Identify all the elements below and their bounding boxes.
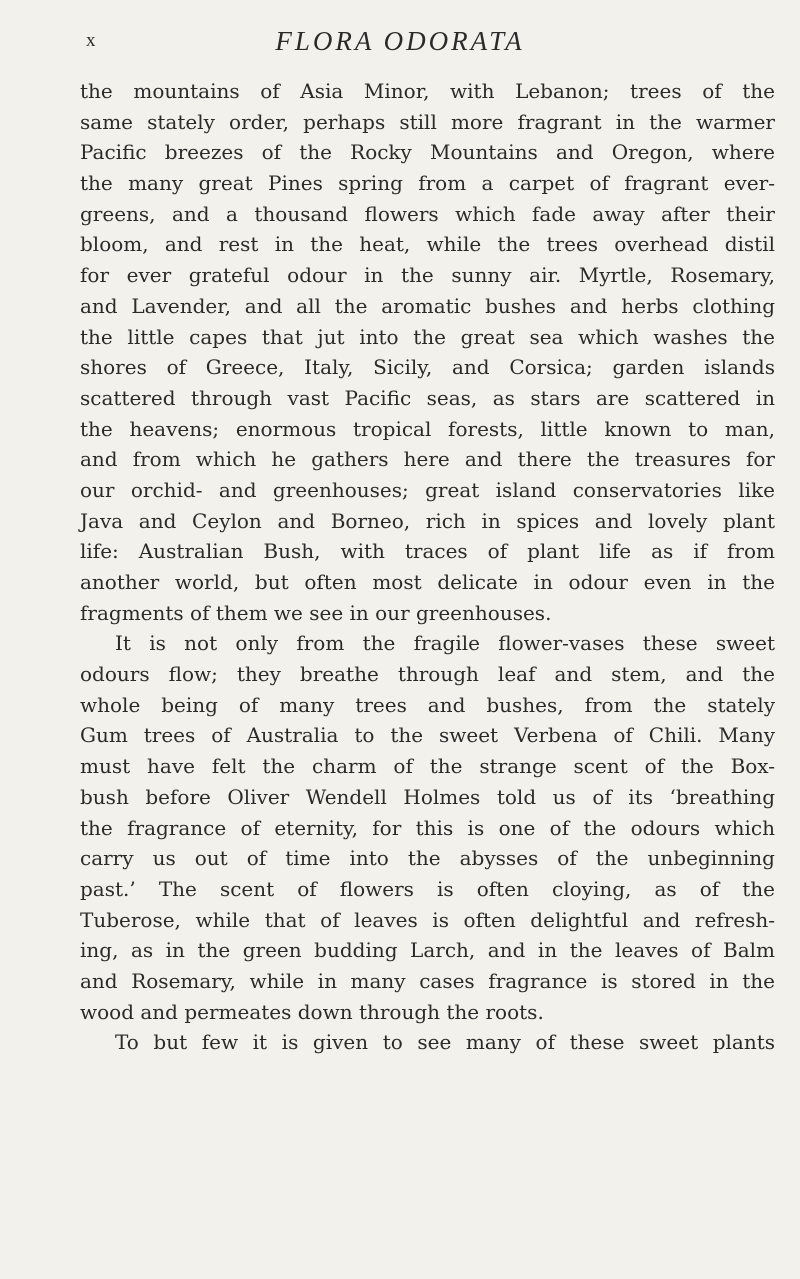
text-line: Java and Ceylon and Borneo, rich in spices and lovely plant <box>80 508 775 533</box>
text-line: whole being of many trees and bushes, from the stately <box>80 692 775 717</box>
text-line: the many great Pines spring from a carpet of fragrant ever- <box>80 171 775 196</box>
text-line: the fragrance of eternity, for this is one of the odours which <box>80 815 775 840</box>
text-line: Pacific breezes of the Rocky Mountains and Oregon, where <box>80 140 775 165</box>
text-line: same stately order, perhaps still more fragrant in the warmer <box>80 109 775 134</box>
text-line: Gum trees of Australia to the sweet Verbena of Chili. Many <box>80 723 775 748</box>
paragraph-end-line: wood and permeates down through the roots. <box>80 999 544 1024</box>
text-line: must have felt the charm of the strange scent of the Box- <box>80 754 775 779</box>
text-line: shores of Greece, Italy, Sicily, and Corsica; garden islands <box>80 355 775 380</box>
body-text <box>80 76 775 1058</box>
text-line: another world, but often most delicate in odour even in the <box>80 570 775 594</box>
running-title: FLORA ODORATA <box>275 26 525 56</box>
text-line: bush before Oliver Wendell Holmes told us of its ‘breathing <box>80 784 775 809</box>
paragraph-start-line: To but few it is given to see many of these sweet plants <box>115 1030 775 1055</box>
text-line: Tuberose, while that of leaves is often delightful and refresh- <box>80 907 775 932</box>
text-line: odours flow; they breathe through leaf and stem, and the <box>80 662 775 687</box>
paragraph-start-line: It is not only from the fragile flower-vases these sweet <box>115 631 775 656</box>
text-line: the heavens; enormous tropical forests, little known to man, <box>80 416 775 441</box>
text-line: the mountains of Asia Minor, with Lebanon; trees of the <box>80 79 775 103</box>
paragraph-end-line: fragments of them we see in our greenhouses. <box>80 600 552 625</box>
text-line: carry us out of time into the abysses of the unbeginning <box>80 846 775 871</box>
text-line: our orchid- and greenhouses; great island conservatories like <box>80 477 775 502</box>
text-line: and Lavender, and all the aromatic bushes and herbs clothing <box>80 293 775 318</box>
text-line: past.’ The scent of flowers is often cloying, as of the <box>80 876 775 901</box>
text-line: and Rosemary, while in many cases fragrance is stored in the <box>80 968 775 993</box>
text-line: bloom, and rest in the heat, while the trees overhead distil <box>80 232 775 257</box>
text-line: for ever grateful odour in the sunny air. Myrtle, Rosemary, <box>80 263 775 288</box>
text-line: scattered through vast Pacific seas, as stars are scattered in <box>80 385 775 410</box>
text-line: life: Australian Bush, with traces of plant life as if from <box>80 539 775 564</box>
text-line: and from which he gathers here and there the treasures for <box>80 447 775 472</box>
page-header <box>70 26 730 66</box>
text-line: ing, as in the green budding Larch, and in the leaves of Balm <box>80 938 775 963</box>
page-number: x <box>86 30 97 51</box>
text-line: the little capes that jut into the great sea which washes the <box>80 324 775 349</box>
text-line: greens, and a thousand flowers which fade away after their <box>80 201 775 226</box>
